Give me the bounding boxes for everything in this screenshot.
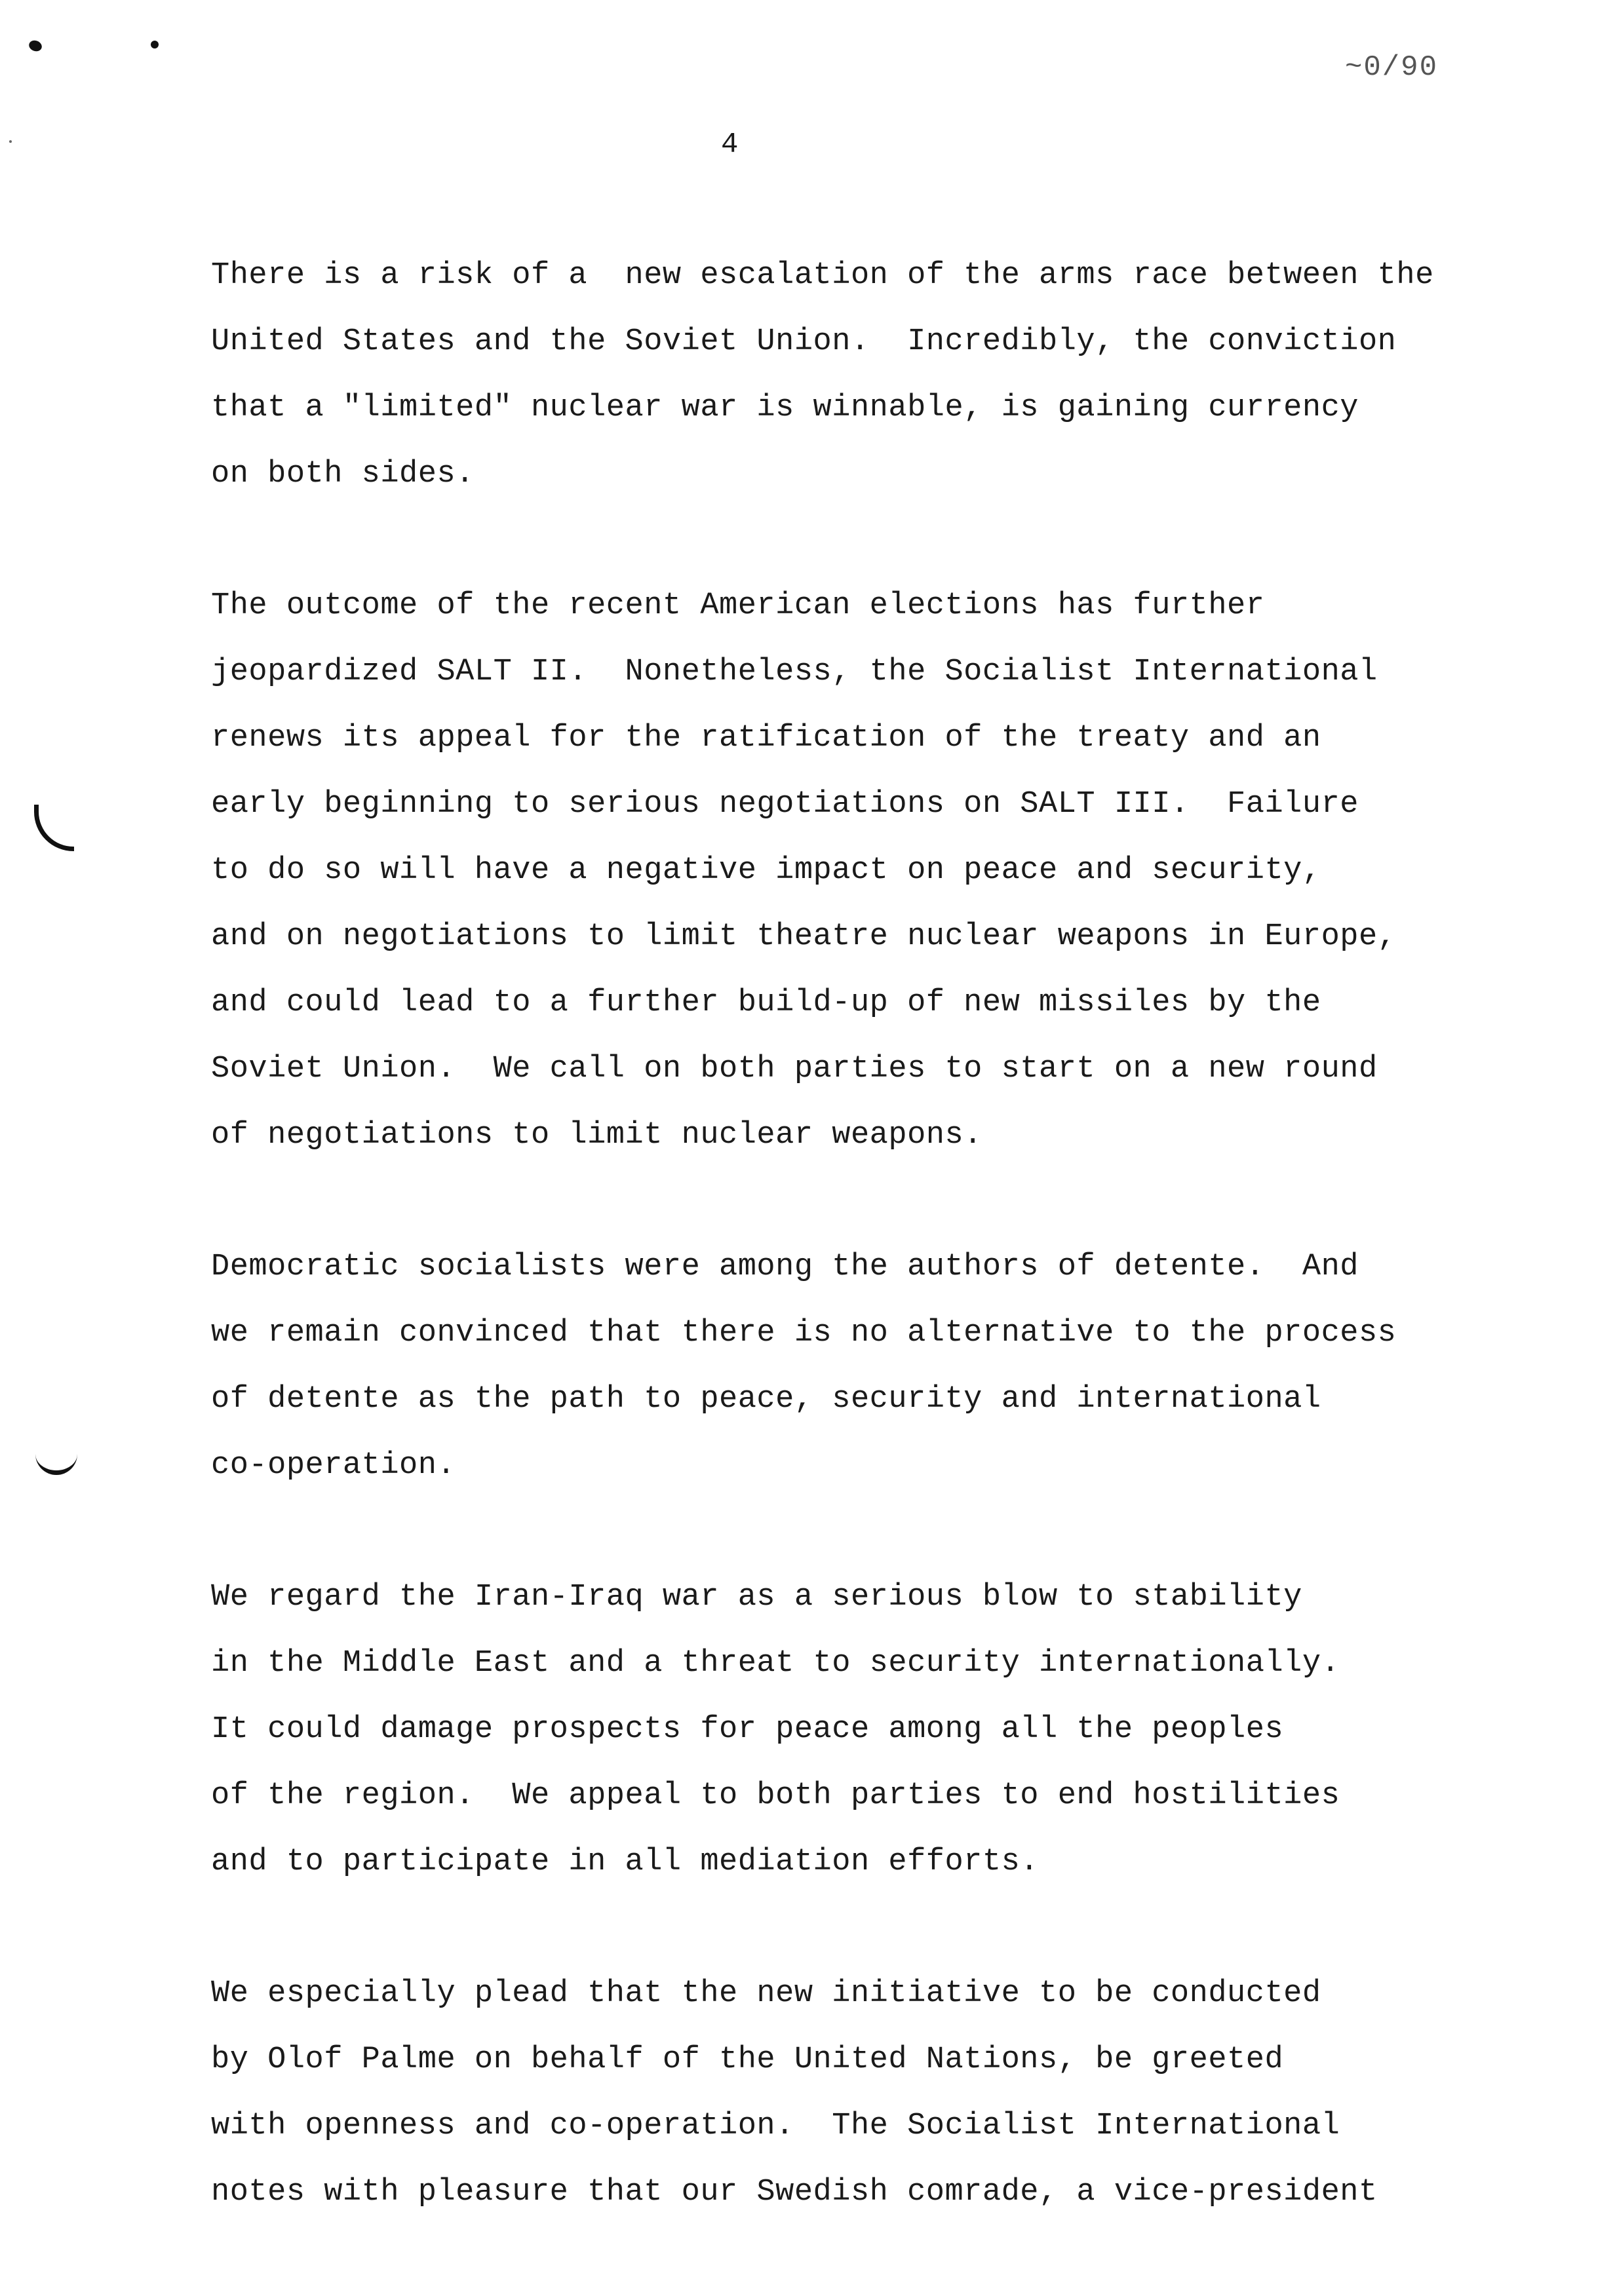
paragraph-iran-iraq: [211, 1564, 1496, 1895]
document-reference: ~0/90: [1344, 51, 1438, 84]
text-line: United States and the Soviet Union. Incredibly, the conviction: [211, 324, 1397, 359]
text-line: we remain convinced that there is no alternative to the process: [211, 1316, 1397, 1350]
punch-hole-mark: [35, 1442, 77, 1475]
text-line: by Olof Palme on behalf of the United Nations, be greeted: [211, 2042, 1284, 2077]
text-line: and could lead to a further build-up of new missiles by the: [211, 985, 1321, 1020]
scan-speck: [9, 140, 12, 143]
text-line: We regard the Iran-Iraq war as a serious blow to stability: [211, 1580, 1302, 1615]
paragraph-detente: [211, 1234, 1496, 1499]
text-line: of negotiations to limit nuclear weapons.: [211, 1118, 983, 1153]
punch-hole-mark: [34, 805, 74, 851]
text-line: The outcome of the recent American elections has further: [211, 588, 1265, 623]
text-line: of detente as the path to peace, security and international: [211, 1382, 1321, 1417]
paragraph-palme-initiative: [211, 1961, 1496, 2225]
page-number: 4: [721, 128, 739, 161]
text-line: with openness and co-operation. The Socialist International: [211, 2109, 1340, 2143]
text-line: We especially plead that the new initiative to be conducted: [211, 1976, 1321, 2011]
text-line: and to participate in all mediation efforts.: [211, 1845, 1040, 1879]
text-line: on both sides.: [211, 457, 475, 491]
scan-mark: [28, 39, 43, 53]
paragraph-arms-race: [211, 242, 1496, 507]
text-line: renews its appeal for the ratification of the treaty and an: [211, 721, 1321, 756]
text-line: Soviet Union. We call on both parties to start on a new round: [211, 1052, 1378, 1086]
text-line: of the region. We appeal to both parties to end hostilities: [211, 1778, 1340, 1813]
text-line: jeopardized SALT II. Nonetheless, the Socialist International: [211, 655, 1378, 689]
scan-mark: [151, 41, 159, 48]
body-text: [211, 242, 1496, 2291]
text-line: Democratic socialists were among the authors of detente. And: [211, 1250, 1359, 1284]
text-line: to do so will have a negative impact on peace and security,: [211, 853, 1321, 888]
text-line: in the Middle East and a threat to security internationally.: [211, 1646, 1340, 1681]
text-line: notes with pleasure that our Swedish comrade, a vice-president: [211, 2175, 1378, 2210]
text-line: that a "limited" nuclear war is winnable, is gaining currency: [211, 391, 1359, 425]
text-line: and on negotiations to limit theatre nuclear weapons in Europe,: [211, 919, 1397, 954]
paragraph-salt: [211, 573, 1496, 1168]
text-line: There is a risk of a new escalation of the arms race between the: [211, 258, 1434, 293]
text-line: It could damage prospects for peace among all the peoples: [211, 1712, 1284, 1747]
text-line: co-operation.: [211, 1448, 456, 1483]
text-line: early beginning to serious negotiations on SALT III. Failure: [211, 787, 1359, 822]
